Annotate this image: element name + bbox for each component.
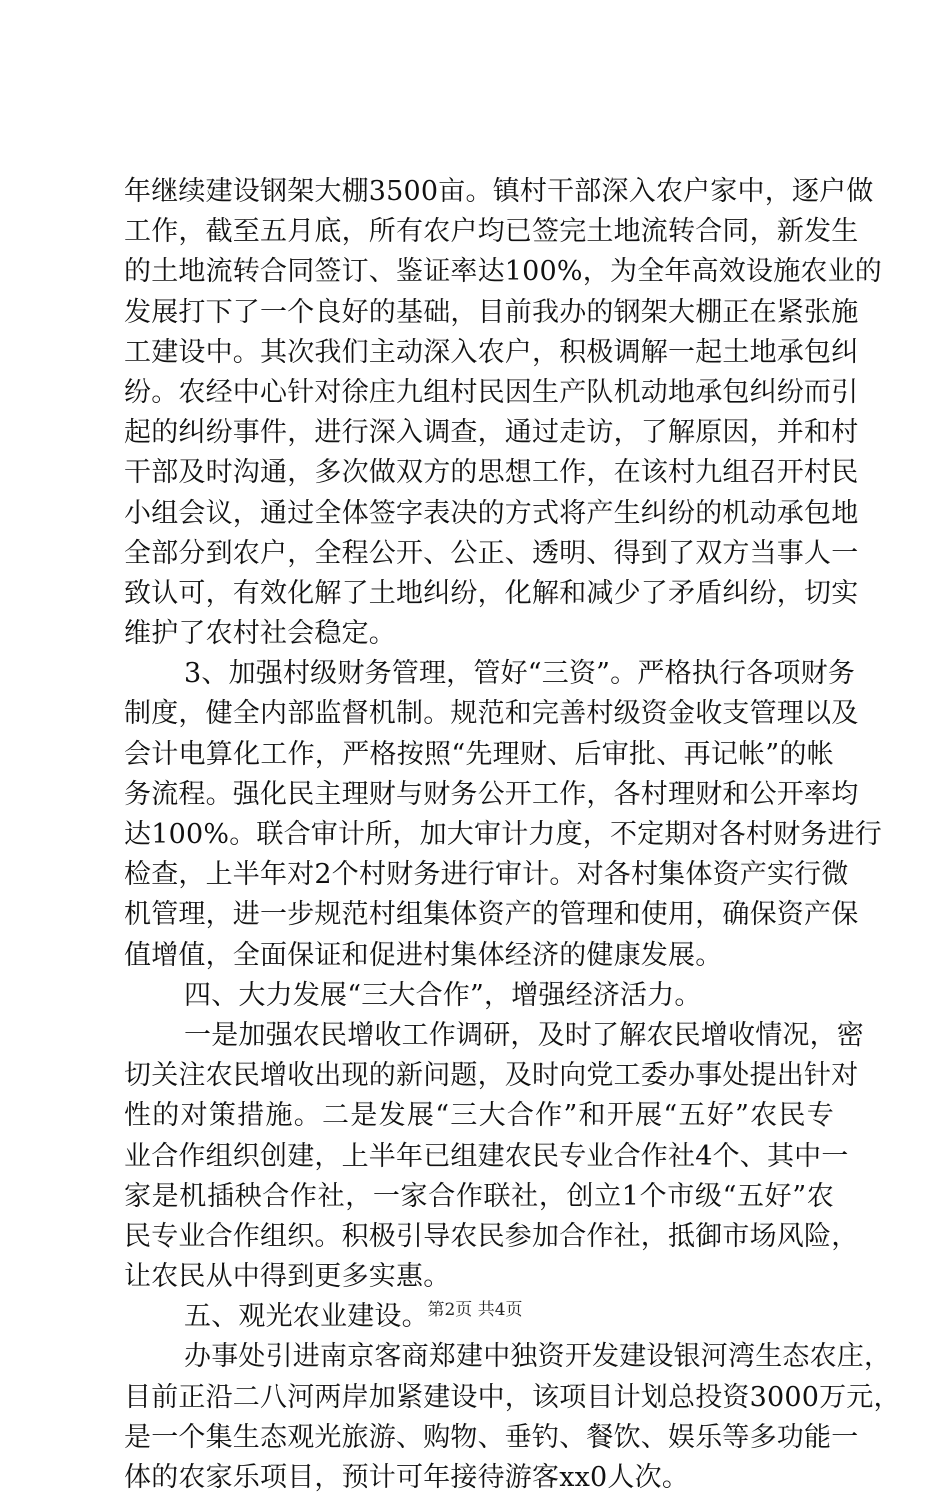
page-footer — [0, 1295, 950, 1320]
section-heading — [124, 976, 834, 1016]
paragraph — [124, 1016, 864, 1297]
text-line: 一是加强农民增收工作调研，及时了解农民增收情况，密 — [184, 1019, 864, 1051]
paragraph — [124, 172, 882, 654]
page-number: 第2页 共4页 — [427, 1300, 523, 1320]
text-line: 务流程。强化民主理财与财务公开工作，各村理财和公开率均 — [124, 778, 859, 810]
text-line: 干部及时沟通，多次做双方的思想工作，在该村九组召开村民 — [124, 457, 859, 489]
text-line: 达100%。联合审计所，加大审计力度，不定期对各村财务进行 — [124, 819, 882, 850]
text-line: 的土地流转合同签订、鉴证率达100%，为全年高效设施农业的 — [124, 256, 882, 288]
text-line: 是一个集生态观光旅游、购物、垂钓、餐饮、娱乐等多功能一 — [124, 1421, 859, 1453]
text-line: 切关注农民增收出现的新问题，及时向党工委办事处提出针对 — [124, 1060, 859, 1092]
text-line: 制度，健全内部监督机制。规范和完善村级资金收支管理以及 — [124, 698, 859, 730]
text-line: 起的纠纷事件，进行深入调查，通过走访，了解原因，并和村 — [124, 417, 859, 449]
text-line: 全部分到农户，全程公开、公正、透明、得到了双方当事人一 — [124, 537, 859, 569]
text-line: 发展打下了一个良好的基础，目前我办的钢架大棚正在紧张施 — [124, 296, 859, 328]
text-line: 纷。农经中心针对徐庄九组村民因生产队机动地承包纠纷而引 — [124, 376, 859, 408]
paragraph — [124, 654, 882, 976]
text-line: 办事处引进南京客商郑建中独资开发建设银河湾生态农庄， — [184, 1341, 892, 1373]
text-line: 检查，上半年对2个村财务进行审计。对各村集体资产实行微 — [124, 859, 849, 891]
text-line: 家是机插秧合作社，一家合作联社，创立1个市级“五好”农 — [124, 1180, 834, 1212]
text-line: 工建设中。其次我们主动深入农户，积极调解一起土地承包纠 — [124, 336, 859, 368]
text-line: 会计电算化工作，严格按照“先理财、后审批、再记帐”的帐 — [124, 738, 834, 770]
text-line: 体的农家乐项目，预计可年接待游客xx0人次。 — [124, 1462, 690, 1493]
text-line: 年继续建设钢架大棚3500亩。镇村干部深入农户家中，逐户做 — [124, 176, 874, 207]
text-line: 维护了农村社会稳定。 — [124, 618, 396, 650]
text-line: 工作，截至五月底，所有农户均已签完土地流转合同，新发生 — [124, 216, 859, 248]
text-line: 机管理，进一步规范村组集体资产的管理和使用，确保资产保 — [124, 899, 859, 931]
text-line: 业合作组织创建，上半年已组建农民专业合作社4个、其中一 — [124, 1140, 849, 1172]
text-line: 小组会议，通过全体签字表决的方式将产生纠纷的机动承包地 — [124, 497, 859, 529]
text-line: 3、加强村级财务管理，管好“三资”。严格执行各项财务 — [184, 658, 855, 690]
paragraph — [124, 1337, 901, 1498]
text-line: 目前正沿二八河两岸加紧建设中，该项目计划总投资3000万元， — [124, 1381, 901, 1413]
text-line: 让农民从中得到更多实惠。 — [124, 1261, 451, 1293]
text-line: 致认可，有效化解了土地纠纷，化解和减少了矛盾纠纷，切实 — [124, 577, 859, 609]
text-line: 性的对策措施。二是发展“三大合作”和开展“五好”农民专 — [124, 1100, 834, 1132]
text-line: 值增值，全面保证和促进村集体经济的健康发展。 — [124, 939, 723, 971]
text-line: 民专业合作组织。积极引导农民参加合作社，抵御市场风险， — [124, 1220, 859, 1252]
text-line: 四、大力发展“三大合作”，增强经济活力。 — [184, 979, 702, 1011]
text-line: 五、观光农业建设。 — [184, 1301, 429, 1333]
